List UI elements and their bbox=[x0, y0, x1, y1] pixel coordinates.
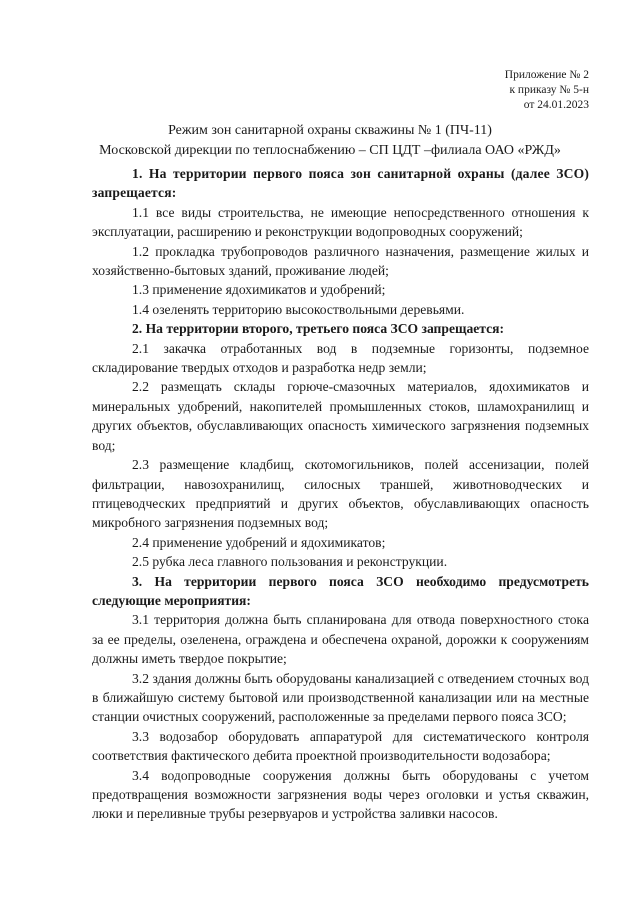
section-2-item: 2.5 рубка леса главного пользования и реконструкции. bbox=[132, 554, 448, 570]
section-2-item: 2.2 размещать склады горюче-смазочных материалов, ядохимикатов и минеральных удобрений, накопителей промышленных стоков, шламохранилищ и других объектов, обуславливающих опасность химического загрязнения подземных вод; bbox=[92, 379, 589, 453]
appendix-reference bbox=[505, 68, 589, 113]
section-1-heading: 1. На территории первого пояса зон санитарной охраны (далее ЗСО) запрещается: bbox=[92, 166, 589, 201]
section-1-item: 1.3 применение ядохимикатов и удобрений; bbox=[132, 282, 386, 298]
order-date: от 24.01.2023 bbox=[523, 99, 589, 111]
document-title bbox=[60, 121, 600, 161]
section-2-item: 2.4 применение удобрений и ядохимикатов; bbox=[132, 534, 386, 550]
section-2-item: 2.1 закачка отработанных вод в подземные горизонты, подземное складирование твердых отходов и разработка недр земли; bbox=[92, 340, 589, 376]
section-2-item: 2.3 размещение кладбищ, скотомогильников, полей ассенизации, полей фильтрации, навозохранилищ, силосных траншей, животноводческих и птицеводческих предприятий и других объектов, обуславливающих опасность микробного загрязнения подземных вод; bbox=[92, 457, 589, 531]
section-3-item: 3.4 водопроводные сооружения должны быть оборудованы с учетом предотвращения возможности загрязнения воды через оголовки и устья скважин, люки и переливные трубы резервуаров и устройства заливки насосов. bbox=[92, 767, 589, 822]
section-3-item: 3.2 здания должны быть оборудованы канализацией с отведением сточных вод в ближайшую систему бытовой или производственной канализации или на местные станции очистных сооружений, расположенные за пределами первого пояса ЗСО; bbox=[92, 670, 589, 725]
appendix-number: Приложение № 2 bbox=[504, 69, 589, 81]
section-1-item: 1.4 озеленять территорию высокоствольными деревьями. bbox=[132, 301, 465, 317]
section-3-item: 3.3 водозабор оборудовать аппаратурой для систематического контроля соответствия фактического дебита проектной производительности водозабора; bbox=[92, 728, 589, 764]
title-line-1: Режим зон санитарной охраны скважины № 1 (ПЧ-11) bbox=[168, 123, 492, 138]
section-3-heading: 3. На территории первого пояса ЗСО необходимо предусмотреть следующие мероприятия: bbox=[92, 573, 589, 608]
section-1-item: 1.1 все виды строительства, не имеющие непосредственного отношения к эксплуатации, расширению и реконструкции водопроводных сооружений; bbox=[92, 204, 589, 240]
section-2-heading: 2. На территории второго, третьего пояса ЗСО запрещается: bbox=[132, 321, 505, 337]
document-body bbox=[92, 164, 589, 824]
section-1-item: 1.2 прокладка трубопроводов различного назначения, размещение жилых и хозяйственно-бытовых зданий, проживание людей; bbox=[92, 243, 589, 279]
order-number: к приказу № 5-н bbox=[509, 84, 589, 96]
title-line-2: Московской дирекции по теплоснабжению – СП ЦДТ –филиала ОАО «РЖД» bbox=[99, 143, 561, 158]
section-3-item: 3.1 территория должна быть спланирована для отвода поверхностного стока за ее пределы, озеленена, ограждена и обеспечена охраной, дорожки к сооружениям должны иметь твердое покрытие; bbox=[92, 612, 589, 667]
